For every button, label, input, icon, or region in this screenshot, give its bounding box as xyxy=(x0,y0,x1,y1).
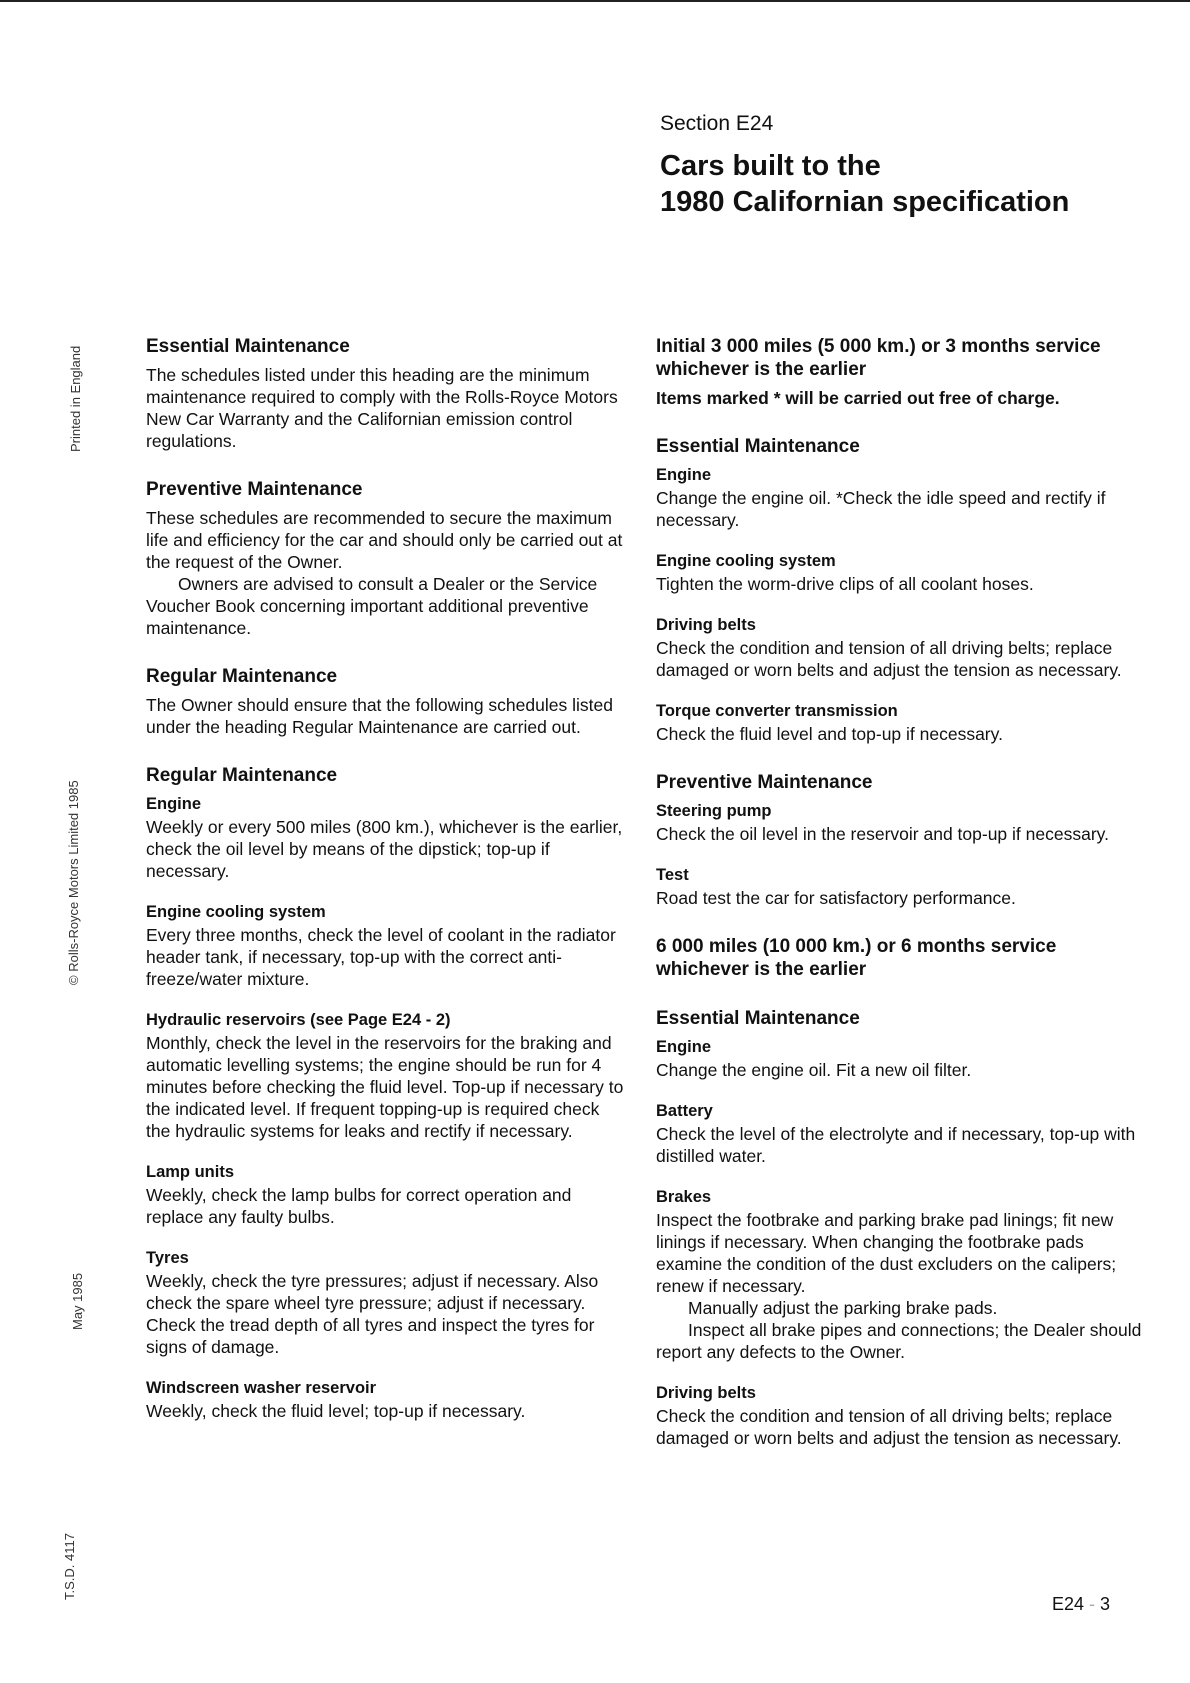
subheading: Lamp units xyxy=(146,1163,235,1181)
paragraph: Every three months, check the level of coolant in the radiator header tank, if necessary, top-up with the correct anti-freeze/water mixture. xyxy=(146,925,616,989)
item-belts xyxy=(656,614,1144,681)
paragraph: These schedules are recommended to secure the maximum life and efficiency for the car and should only be carried out at the request of the Owner. xyxy=(146,508,623,572)
subheading: Windscreen washer reservoir xyxy=(146,1379,377,1397)
heading: 6 000 miles (10 000 km.) or 6 months service whichever is the earlier xyxy=(656,936,1057,980)
initial-service xyxy=(656,335,1144,409)
copyright-icon: © xyxy=(66,975,81,985)
paragraph: Weekly, check the tyre pressures; adjust if necessary. Also check the spare wheel tyre pressure; adjust if necessary. Check the tread depth of all tyres and inspect the tyres for signs of damage. xyxy=(146,1271,599,1357)
page-title xyxy=(660,148,1069,220)
paragraph: Monthly, check the level in the reservoirs for the braking and automatic levelling systems; the engine should be run for 4 minutes before checking the fluid level. Top-up if necessary to the indicated level. If frequent topping-up is required check the hydraulic systems for leaks and rectify if necessary. xyxy=(146,1033,624,1141)
page-number-sub: 3 xyxy=(1100,1594,1111,1614)
paragraph: Change the engine oil. *Check the idle speed and rectify if necessary. xyxy=(656,488,1106,530)
paragraph: Weekly or every 500 miles (800 km.), whichever is the earlier, check the oil level by means of the dipstick; top-up if necessary. xyxy=(146,817,623,881)
paragraph: Weekly, check the lamp bulbs for correct operation and replace any faulty bulbs. xyxy=(146,1185,572,1227)
paragraph: Inspect all brake pipes and connections; the Dealer should report any defects to the Owner. xyxy=(656,1320,1142,1362)
subheading: Driving belts xyxy=(656,616,756,634)
heading: Essential Maintenance xyxy=(656,1008,860,1029)
paragraph: Check the oil level in the reservoir and top-up if necessary. xyxy=(656,824,1109,844)
page-number-dash: - xyxy=(1084,1594,1101,1614)
heading: Regular Maintenance xyxy=(146,666,338,687)
item-tyres xyxy=(146,1247,624,1358)
subheading: Steering pump xyxy=(656,802,772,820)
copyright-text: Rolls-Royce Motors Limited 1985 xyxy=(66,780,81,972)
item-engine xyxy=(146,793,624,882)
left-column xyxy=(146,335,624,1448)
subheading: Engine xyxy=(656,1038,712,1056)
paragraph: Check the condition and tension of all driving belts; replace damaged or worn belts and adjust the tension as necessary. xyxy=(656,1406,1122,1448)
subheading: Brakes xyxy=(656,1188,712,1206)
item-cooling xyxy=(656,550,1144,595)
essential-maintenance-intro xyxy=(146,335,624,452)
paragraph: Inspect the footbrake and parking brake pad linings; fit new linings if necessary. When changing the footbrake pads examine the condition of the dust excluders on the calipers; renew if necessary. xyxy=(656,1210,1117,1296)
document-ref: T.S.D. 4117 xyxy=(62,1533,77,1600)
item-engine xyxy=(656,464,1144,531)
six-month-service xyxy=(656,935,1144,981)
subheading: Engine cooling system xyxy=(146,903,326,921)
paragraph: The schedules listed under this heading are the minimum maintenance required to comply with the Rolls-Royce Motors New Car Warranty and the Californian emission control regulations. xyxy=(146,365,618,451)
preventive-maintenance-intro xyxy=(146,478,624,639)
paragraph: Check the condition and tension of all driving belts; replace damaged or worn belts and adjust the tension as necessary. xyxy=(656,638,1122,680)
page-number-section: E24 xyxy=(1052,1594,1085,1614)
paragraph: Road test the car for satisfactory performance. xyxy=(656,888,1016,908)
page-number xyxy=(1052,1594,1110,1615)
subheading: Test xyxy=(656,866,689,884)
item-belts xyxy=(656,1382,1144,1449)
regular-maintenance-schedule xyxy=(146,764,624,1422)
initial-essential xyxy=(656,435,1144,745)
item-brakes xyxy=(656,1186,1144,1363)
item-lamps xyxy=(146,1161,624,1228)
item-test xyxy=(656,864,1144,909)
six-month-essential xyxy=(656,1007,1144,1449)
paragraph: Change the engine oil. Fit a new oil filter. xyxy=(656,1060,972,1080)
subheading: Battery xyxy=(656,1102,713,1120)
paragraph: Tighten the worm-drive clips of all coolant hoses. xyxy=(656,574,1034,594)
heading: Essential Maintenance xyxy=(656,436,860,457)
item-hydraulic xyxy=(146,1009,624,1142)
item-cooling xyxy=(146,901,624,990)
paragraph: Manually adjust the parking brake pads. xyxy=(688,1298,998,1318)
paragraph: Weekly, check the fluid level; top-up if necessary. xyxy=(146,1401,526,1421)
top-rule xyxy=(0,0,1190,2)
copyright-notice xyxy=(66,780,81,985)
subheading: Torque converter transmission xyxy=(656,702,898,720)
heading: Initial 3 000 miles (5 000 km.) or 3 months service whichever is the earlier xyxy=(656,336,1101,380)
printed-in-england: Printed in England xyxy=(68,345,83,452)
subheading: Driving belts xyxy=(656,1384,756,1402)
item-engine xyxy=(656,1036,1144,1081)
item-washer xyxy=(146,1377,624,1422)
heading: Essential Maintenance xyxy=(146,336,350,357)
section-label: Section E24 xyxy=(660,112,774,135)
regular-maintenance-intro xyxy=(146,665,624,738)
paragraph: Owners are advised to consult a Dealer or the Service Voucher Book concerning important additional preventive maintenance. xyxy=(146,574,598,638)
subheading: Hydraulic reservoirs (see Page E24 - 2) xyxy=(146,1011,451,1029)
subheading: Engine cooling system xyxy=(656,552,836,570)
item-steering xyxy=(656,800,1144,845)
paragraph: Check the level of the electrolyte and if necessary, top-up with distilled water. xyxy=(656,1124,1136,1166)
heading: Preventive Maintenance xyxy=(146,479,363,500)
subheading: Engine xyxy=(656,466,712,484)
item-torque xyxy=(656,700,1144,745)
paragraph: The Owner should ensure that the following schedules listed under the heading Regular Maintenance are carried out. xyxy=(146,695,613,737)
issue-date: May 1985 xyxy=(70,1272,85,1330)
title-line-1: Cars built to the xyxy=(660,150,881,182)
subheading: Tyres xyxy=(146,1249,189,1267)
item-battery xyxy=(656,1100,1144,1167)
subheading: Engine xyxy=(146,795,202,813)
title-line-2: 1980 Californian specification xyxy=(660,186,1070,218)
heading: Regular Maintenance xyxy=(146,765,338,786)
paragraph: Check the fluid level and top-up if necessary. xyxy=(656,724,1003,744)
heading: Preventive Maintenance xyxy=(656,772,873,793)
free-of-charge-note: Items marked * will be carried out free of charge. xyxy=(656,388,1060,408)
initial-preventive xyxy=(656,771,1144,909)
right-column xyxy=(656,335,1144,1475)
